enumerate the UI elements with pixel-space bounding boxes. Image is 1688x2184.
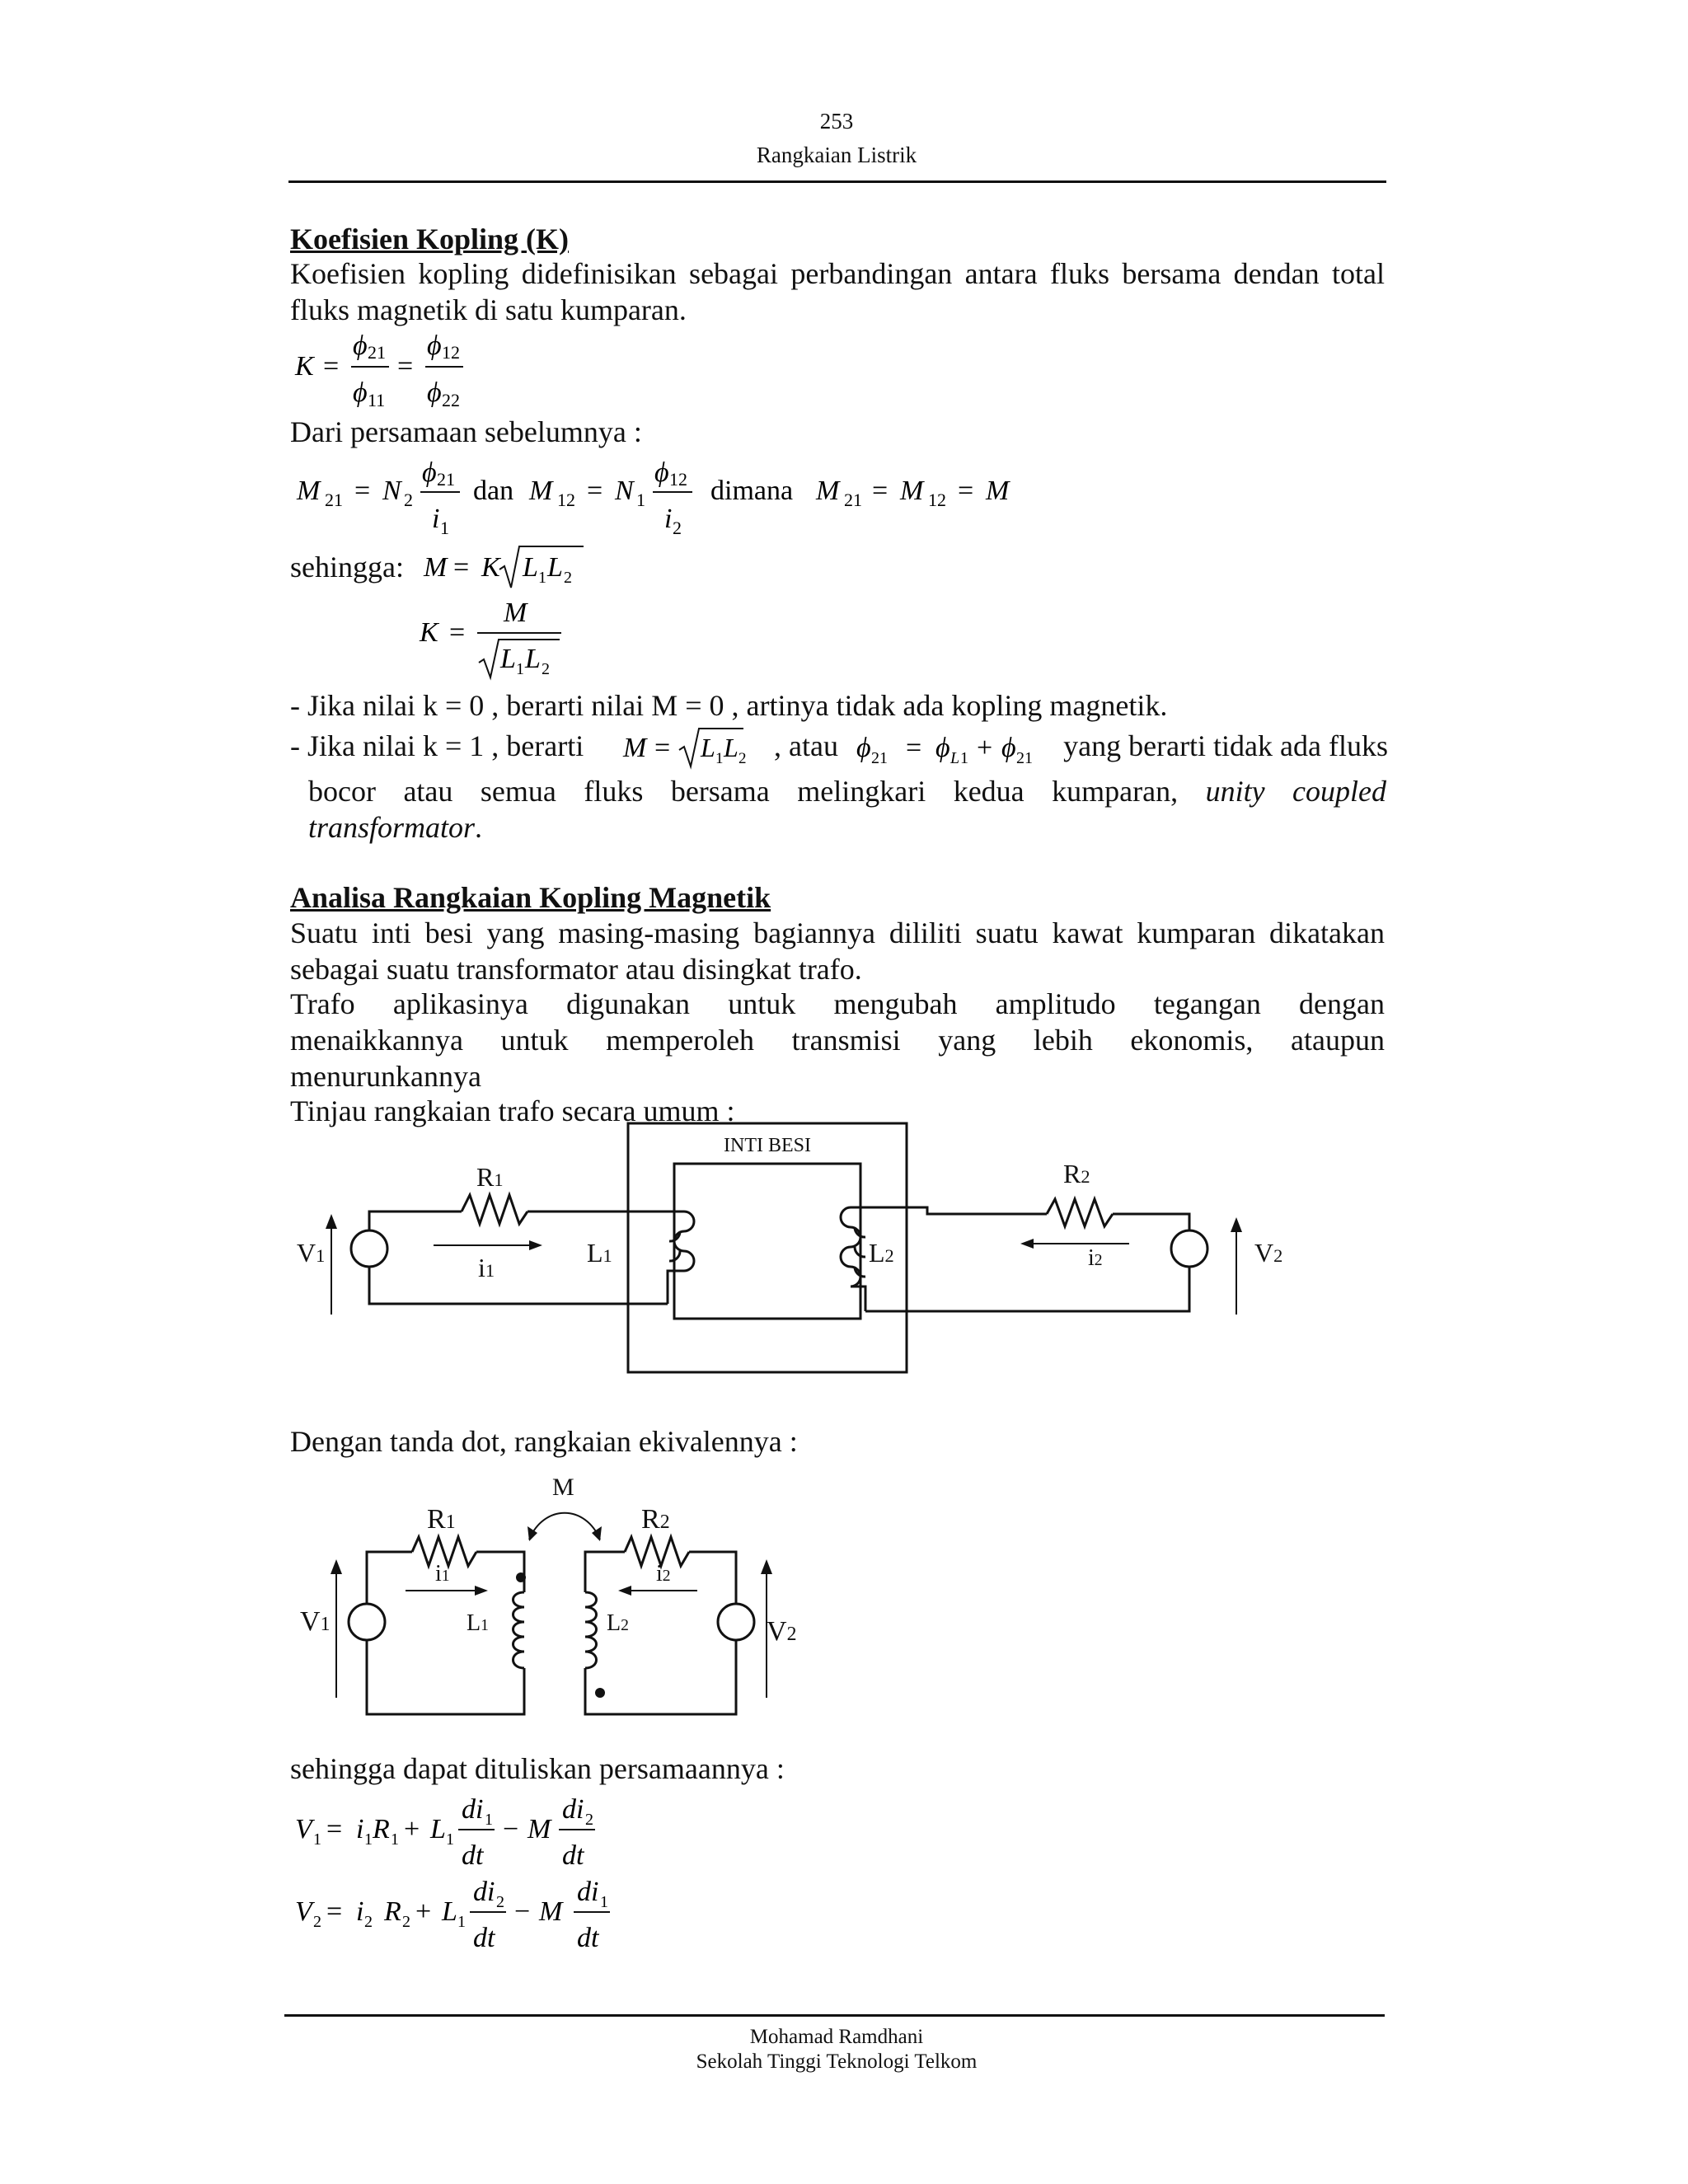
analisa-paragraph-2-line1: Trafo aplikasinya digunakan untuk mengubah amplitudo tegangan dengan bbox=[290, 987, 1385, 1020]
svg-text:i: i bbox=[356, 1896, 364, 1927]
svg-text:1: 1 bbox=[960, 749, 968, 767]
svg-text:i: i bbox=[356, 1814, 364, 1844]
svg-text:i: i bbox=[432, 504, 440, 534]
dan-word: dan bbox=[473, 476, 514, 506]
label-i1: i1 bbox=[478, 1253, 495, 1282]
bullet2-atau: , atau bbox=[774, 729, 838, 762]
svg-text:=: = bbox=[872, 476, 889, 506]
secondary-top-wire-right bbox=[1113, 1214, 1189, 1230]
bullet-k-one-line bbox=[290, 725, 1388, 771]
coil-l2 bbox=[585, 1592, 597, 1668]
label-v2: V2 bbox=[767, 1616, 797, 1647]
dari-persamaan-text: Dari persamaan sebelumnya : bbox=[290, 415, 642, 448]
svg-text:1: 1 bbox=[313, 1830, 321, 1849]
label-r2: R2 bbox=[1063, 1159, 1090, 1188]
svg-text:1: 1 bbox=[538, 569, 546, 587]
svg-text:L: L bbox=[547, 552, 563, 583]
label-l2: L2 bbox=[607, 1610, 629, 1636]
coil-l1 bbox=[668, 1212, 694, 1304]
svg-text:21: 21 bbox=[368, 342, 386, 363]
svg-text:L: L bbox=[701, 733, 715, 762]
svg-text:dt: dt bbox=[473, 1923, 495, 1953]
unity-coupled-text: unity coupled bbox=[1205, 775, 1386, 808]
secondary-top-wire-left bbox=[865, 1207, 1047, 1214]
coil-l1 bbox=[513, 1592, 525, 1668]
resistor-r2 bbox=[1047, 1199, 1113, 1226]
svg-text:21: 21 bbox=[325, 490, 343, 510]
svg-text:=: = bbox=[326, 1814, 343, 1844]
label-i2: i2 bbox=[1088, 1245, 1103, 1271]
svg-text:−: − bbox=[514, 1896, 531, 1927]
svg-text:=: = bbox=[323, 351, 340, 382]
svg-text:K: K bbox=[481, 552, 500, 583]
transformer-circuit-diagram bbox=[297, 1117, 1335, 1389]
svg-text:1: 1 bbox=[457, 1913, 466, 1931]
svg-text:1: 1 bbox=[715, 750, 724, 767]
svg-text:21: 21 bbox=[844, 490, 862, 510]
svg-text:−: − bbox=[503, 1814, 519, 1844]
svg-text:2: 2 bbox=[673, 518, 682, 538]
svg-text:ϕ: ϕ bbox=[422, 457, 437, 488]
svg-text:M: M bbox=[986, 476, 1010, 506]
bullet2-period: . bbox=[475, 811, 483, 844]
svg-text:ϕ: ϕ bbox=[856, 733, 871, 763]
source-v2 bbox=[718, 1604, 754, 1640]
svg-text:M: M bbox=[539, 1896, 563, 1927]
sehingga-label: sehingga: bbox=[290, 551, 404, 583]
resistor-r1 bbox=[462, 1195, 528, 1224]
svg-text:=: = bbox=[397, 351, 414, 382]
svg-text:+: + bbox=[404, 1814, 420, 1844]
svg-text:=: = bbox=[326, 1896, 343, 1927]
svg-text:di: di bbox=[562, 1794, 584, 1825]
svg-text:ϕ: ϕ bbox=[353, 330, 368, 361]
svg-text:L: L bbox=[525, 644, 541, 674]
svg-text:ϕ: ϕ bbox=[427, 330, 442, 361]
inline-m-sqrt bbox=[620, 725, 747, 771]
svg-text:ϕ: ϕ bbox=[353, 377, 368, 408]
analisa-paragraph-2-line3: menurunkannya bbox=[290, 1060, 481, 1093]
label-m: M bbox=[552, 1474, 574, 1501]
svg-text:1: 1 bbox=[391, 1830, 399, 1849]
svg-text:di: di bbox=[462, 1794, 484, 1825]
svg-text:M: M bbox=[900, 476, 924, 506]
svg-text:1: 1 bbox=[440, 518, 449, 538]
analisa-paragraph-2-line2: menaikkannya untuk memperoleh transmisi yang lebih ekonomis, ataupun bbox=[290, 1024, 1385, 1057]
dot-l2 bbox=[595, 1688, 605, 1698]
svg-text:=: = bbox=[906, 733, 922, 763]
svg-text:12: 12 bbox=[557, 490, 575, 510]
svg-text:22: 22 bbox=[442, 390, 460, 410]
svg-text:2: 2 bbox=[364, 1913, 373, 1931]
svg-text:N: N bbox=[615, 476, 634, 506]
bullet-k-zero: - Jika nilai k = 0 , berarti nilai M = 0 , artinya tidak ada kopling magnetik. bbox=[290, 689, 1168, 722]
primary-bottom-wire bbox=[369, 1267, 668, 1304]
svg-text:K: K bbox=[295, 351, 314, 382]
svg-text:=: = bbox=[449, 617, 466, 648]
label-r1: R1 bbox=[476, 1162, 504, 1192]
equation-k-flux-ratio bbox=[290, 326, 504, 416]
svg-text:12: 12 bbox=[669, 469, 687, 490]
svg-text:di: di bbox=[473, 1877, 495, 1907]
svg-text:2: 2 bbox=[738, 750, 747, 767]
primary-top-wire-left bbox=[369, 1212, 462, 1230]
label-l1: L1 bbox=[587, 1238, 612, 1268]
svg-text:21: 21 bbox=[871, 749, 888, 767]
label-v1: V1 bbox=[297, 1238, 326, 1268]
svg-text:M: M bbox=[504, 598, 528, 628]
svg-text:L: L bbox=[500, 644, 516, 674]
svg-text:N: N bbox=[382, 476, 401, 506]
svg-text:dt: dt bbox=[562, 1840, 584, 1871]
section-heading-koefisien: Koefisien Kopling (K) bbox=[290, 223, 570, 255]
label-i2: i2 bbox=[656, 1561, 671, 1586]
svg-text:1: 1 bbox=[600, 1893, 608, 1911]
svg-text:M: M bbox=[528, 1814, 551, 1844]
svg-text:M: M bbox=[424, 552, 448, 583]
bullet2-end: yang berarti tidak ada fluks bbox=[1063, 729, 1388, 762]
svg-text:1: 1 bbox=[636, 490, 645, 510]
label-v1: V1 bbox=[300, 1606, 331, 1637]
tinjau-text: Tinjau rangkaian trafo secara umum : bbox=[290, 1094, 735, 1127]
source-v2 bbox=[1171, 1230, 1207, 1267]
bullet2-start: - Jika nilai k = 1 , berarti bbox=[290, 729, 584, 762]
dot-l1 bbox=[516, 1572, 526, 1582]
footer-institution: Sekolah Tinggi Teknologi Telkom bbox=[696, 2050, 978, 2073]
transformator-text: transformator bbox=[308, 811, 476, 844]
svg-text:11: 11 bbox=[368, 390, 386, 410]
dimana-word: dimana bbox=[710, 476, 794, 506]
svg-text:21: 21 bbox=[1016, 749, 1033, 767]
svg-text:=: = bbox=[453, 552, 470, 583]
svg-text:2: 2 bbox=[404, 490, 413, 510]
secondary-bottom-wire bbox=[865, 1267, 1189, 1311]
bullet2-line2-text: bocor atau semua fluks bersama melingkari kedua kumparan, bbox=[308, 775, 1179, 808]
svg-text:2: 2 bbox=[496, 1893, 504, 1911]
svg-text:2: 2 bbox=[313, 1913, 321, 1931]
label-l2: L2 bbox=[869, 1238, 894, 1268]
right-top-wire-a bbox=[585, 1552, 625, 1592]
header-rule bbox=[288, 180, 1386, 183]
svg-text:=: = bbox=[354, 476, 371, 506]
source-v1 bbox=[351, 1230, 387, 1267]
right-bottom-wire bbox=[585, 1640, 736, 1714]
resistor-r1 bbox=[412, 1537, 476, 1566]
svg-text:L: L bbox=[950, 749, 960, 767]
equation-k-equals-m-over-sqrt bbox=[416, 592, 581, 682]
svg-text:ϕ: ϕ bbox=[654, 457, 669, 488]
svg-text:dt: dt bbox=[462, 1840, 484, 1871]
equation-v1 bbox=[290, 1788, 636, 1879]
koefisien-paragraph: Koefisien kopling didefinisikan sebagai perbandingan antara fluks bersama dendan total fluks magnetik di satu kumparan. bbox=[290, 257, 1385, 326]
svg-text:+: + bbox=[977, 733, 993, 763]
svg-text:dt: dt bbox=[577, 1923, 599, 1953]
svg-text:M: M bbox=[623, 733, 647, 763]
svg-text:M: M bbox=[816, 476, 840, 506]
equation-m-equals-k-sqrt bbox=[420, 540, 602, 598]
svg-text:12: 12 bbox=[442, 342, 460, 363]
footer-rule bbox=[284, 2014, 1385, 2017]
svg-text:=: = bbox=[958, 476, 974, 506]
svg-text:2: 2 bbox=[585, 1811, 593, 1829]
svg-text:L: L bbox=[442, 1896, 457, 1927]
dot-equivalent-circuit-diagram bbox=[297, 1467, 832, 1722]
svg-text:K: K bbox=[420, 617, 438, 648]
svg-text:21: 21 bbox=[437, 469, 455, 490]
mutual-arc bbox=[529, 1513, 600, 1540]
svg-text:V: V bbox=[295, 1814, 312, 1844]
svg-text:L: L bbox=[724, 733, 738, 762]
left-bottom-wire bbox=[367, 1640, 524, 1714]
svg-text:12: 12 bbox=[928, 490, 946, 510]
svg-text:+: + bbox=[415, 1896, 432, 1927]
svg-text:i: i bbox=[664, 504, 673, 534]
running-title: Rangkaian Listrik bbox=[756, 143, 917, 167]
left-top-wire-a bbox=[367, 1552, 412, 1603]
svg-text:1: 1 bbox=[485, 1811, 493, 1829]
label-r2: R2 bbox=[641, 1504, 670, 1535]
svg-text:1: 1 bbox=[516, 660, 524, 678]
section-heading-analisa: Analisa Rangkaian Kopling Magnetik bbox=[290, 881, 771, 914]
page-number: 253 bbox=[819, 109, 854, 134]
dengan-tanda-dot-text: Dengan tanda dot, rangkaian ekivalennya : bbox=[290, 1425, 798, 1458]
svg-text:2: 2 bbox=[564, 569, 572, 587]
svg-text:2: 2 bbox=[542, 660, 550, 678]
svg-text:=: = bbox=[587, 476, 603, 506]
svg-text:di: di bbox=[577, 1877, 599, 1907]
label-i1: i1 bbox=[435, 1561, 450, 1586]
source-v1 bbox=[349, 1604, 385, 1640]
iron-core-window bbox=[674, 1164, 860, 1319]
svg-text:=: = bbox=[654, 733, 671, 763]
svg-text:M: M bbox=[297, 476, 321, 506]
equation-mutual-inductance bbox=[290, 452, 1032, 546]
svg-text:M: M bbox=[529, 476, 553, 506]
label-r1: R1 bbox=[427, 1504, 456, 1535]
svg-text:ϕ: ϕ bbox=[935, 733, 950, 763]
analisa-paragraph-1: Suatu inti besi yang masing-masing bagiannya dililiti suatu kawat kumparan dikatakan sebagai suatu transformator atau disingkat trafo. bbox=[290, 916, 1385, 986]
footer-author: Mohamad Ramdhani bbox=[749, 2026, 924, 2048]
svg-text:L: L bbox=[430, 1814, 446, 1844]
svg-text:R: R bbox=[373, 1814, 390, 1844]
persamaan-text: sehingga dapat dituliskan persamaannya : bbox=[290, 1752, 785, 1785]
core-label: INTI BESI bbox=[724, 1135, 811, 1156]
right-top-wire-b bbox=[689, 1552, 736, 1603]
equation-v2 bbox=[290, 1871, 653, 1961]
svg-text:1: 1 bbox=[364, 1830, 373, 1849]
svg-text:1: 1 bbox=[446, 1830, 454, 1849]
svg-text:ϕ: ϕ bbox=[1001, 733, 1016, 763]
svg-text:V: V bbox=[295, 1896, 312, 1927]
bullet2-line2 bbox=[308, 773, 1386, 846]
svg-text:ϕ: ϕ bbox=[427, 377, 442, 408]
iron-core-outer bbox=[628, 1123, 907, 1372]
label-l1: L1 bbox=[467, 1610, 489, 1636]
svg-text:2: 2 bbox=[402, 1913, 410, 1931]
svg-text:L: L bbox=[523, 552, 538, 583]
label-v2: V2 bbox=[1254, 1238, 1283, 1268]
svg-text:R: R bbox=[384, 1896, 401, 1927]
left-top-wire-b bbox=[476, 1552, 524, 1592]
